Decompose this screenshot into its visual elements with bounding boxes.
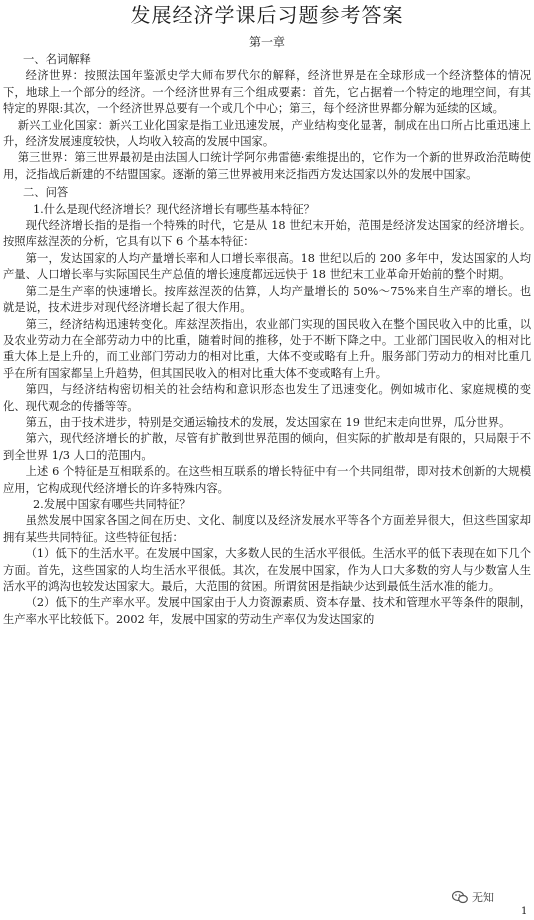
paragraph: 第一，发达国家的人均产量增长率和人口增长率很高。18 世纪以后的 200 多年中，发达国家的人均产量、人口增长率与实际国民生产总值的增长速度都远远快于 18 世纪末工业革命开始前的整个时期。 xyxy=(3,251,531,282)
chapter-heading: 第一章 xyxy=(248,35,285,49)
definition-economic-world: 经济世界：按照法国年鉴派史学大师布罗代尔的解释，经济世界是在全球形成一个经济整体的情况下，地球上一个部分的经济。一个经济世界有三个组成要素：首先，它占据着一个特定的地理空间，有其特定的界限:其次，一个经济世界总要有一个或几个中心；第三，每个经济世界都分解为延续的区域。 xyxy=(3,69,531,116)
paragraph: （2）低下的生产率水平。发展中国家由于人力资源素质、资本存量、技术和管理水平等条件的限制，生产率水平比较低下。2002 年，发展中国家的劳动生产率仅为发达国家的 xyxy=(3,596,531,626)
page-number: 1 xyxy=(521,906,528,917)
paragraph: 上述 6 个特征是互相联系的。在这些相互联系的增长特征中有一个共同组带，即对技术创新的大规模应用，它构成现代经济增长的许多特殊内容。 xyxy=(3,465,531,495)
question-1: 1.什么是现代经济增长？现代经济增长有哪些基本特征？ xyxy=(33,202,315,216)
question-2: 2.发展中国家有哪些共同特征？ xyxy=(33,497,191,511)
definition-nic: 新兴工业化国家：新兴工业化国家是指工业迅速发展，产业结构变化显著，制成在出口所占比重迅速上升，经济发展速度较快，人均收入较高的发展中国家。 xyxy=(3,118,531,149)
paragraph: 第四，与经济结构密切相关的社会结构和意识形态也发生了迅速变化。例如城市化、家庭规模的变化、现代观念的传播等等。 xyxy=(3,383,531,413)
paragraph: 第三，经济结构迅速转变化。库兹涅茨指出，农业部门实现的国民收入在整个国民收入中的比重，以及农业劳动力在全部劳动力中的比重，随着时间的推移，处于不断下降之中。工业部门国民收入的相对比重大体上是上升的，而工业部门劳动力的相对比重，大体不变或略有上升。服务部门劳动力的相对比重几乎在所有国家都呈上升趋势，但其国民收入的相对比重大体不变或略有上升。 xyxy=(3,317,531,380)
watermark-text: 无知 xyxy=(472,891,494,904)
paragraph: 现代经济增长指的是指一个特殊的时代，它是从 18 世纪末开始，范围是经济发达国家的经济增长。按照库兹涅茨的分析，它具有以下 6 个基本特征： xyxy=(3,219,531,249)
paragraph: （1）低下的生活水平。在发展中国家，大多数人民的生活水平很低。生活水平的低下表现在如下几个方面。首先，这些国家的人均生活水平很低。其次，在发展中国家，作为人口大多数的穷人与少数富人生活水平的鸿沟也较发达国家大。最后，大范围的贫困。所谓贫困是指缺少达到最低生活水准的能力。 xyxy=(3,547,531,593)
paragraph: 第二是生产率的快速增长。按库兹涅茨的估算，人均产量增长的 50%～75%来自生产率的增长。也就是说，技术进步对现代经济增长起了很大作用。 xyxy=(3,284,531,315)
paragraph: 第六，现代经济增长的扩散，尽管有扩散到世界范围的倾向，但实际的扩散却是有限的，只局限于不到全世界 1/3 人口的范围内。 xyxy=(3,432,531,462)
document-body xyxy=(3,52,531,628)
document-title: 发展经济学课后习题参考答案 xyxy=(130,3,404,27)
paragraph: 第五，由于技术进步，特别是交通运输技术的发展，发达国家在 19 世纪末走向世界，瓜分世界。 xyxy=(25,415,511,429)
chat-bubble-icon xyxy=(452,890,468,904)
section-heading-terms: 一、名词解释 xyxy=(23,53,91,66)
watermark-logo xyxy=(452,889,494,905)
section-heading-qa: 二、问答 xyxy=(23,186,69,200)
definition-third-world: 第三世界：第三世界最初是由法国人口统计学阿尔弗雷德·索维提出的，它作为一个新的世界政治范畴使用，泛指战后新建的不结盟国家。逐渐的第三世界被用来泛指西方发达国家以外的发展中国家。 xyxy=(3,151,531,181)
paragraph: 虽然发展中国家各国之间在历史、文化、制度以及经济发展水平等各个方面差异很大，但这些国家却拥有某些共同特征。这些特征包括： xyxy=(3,514,531,544)
